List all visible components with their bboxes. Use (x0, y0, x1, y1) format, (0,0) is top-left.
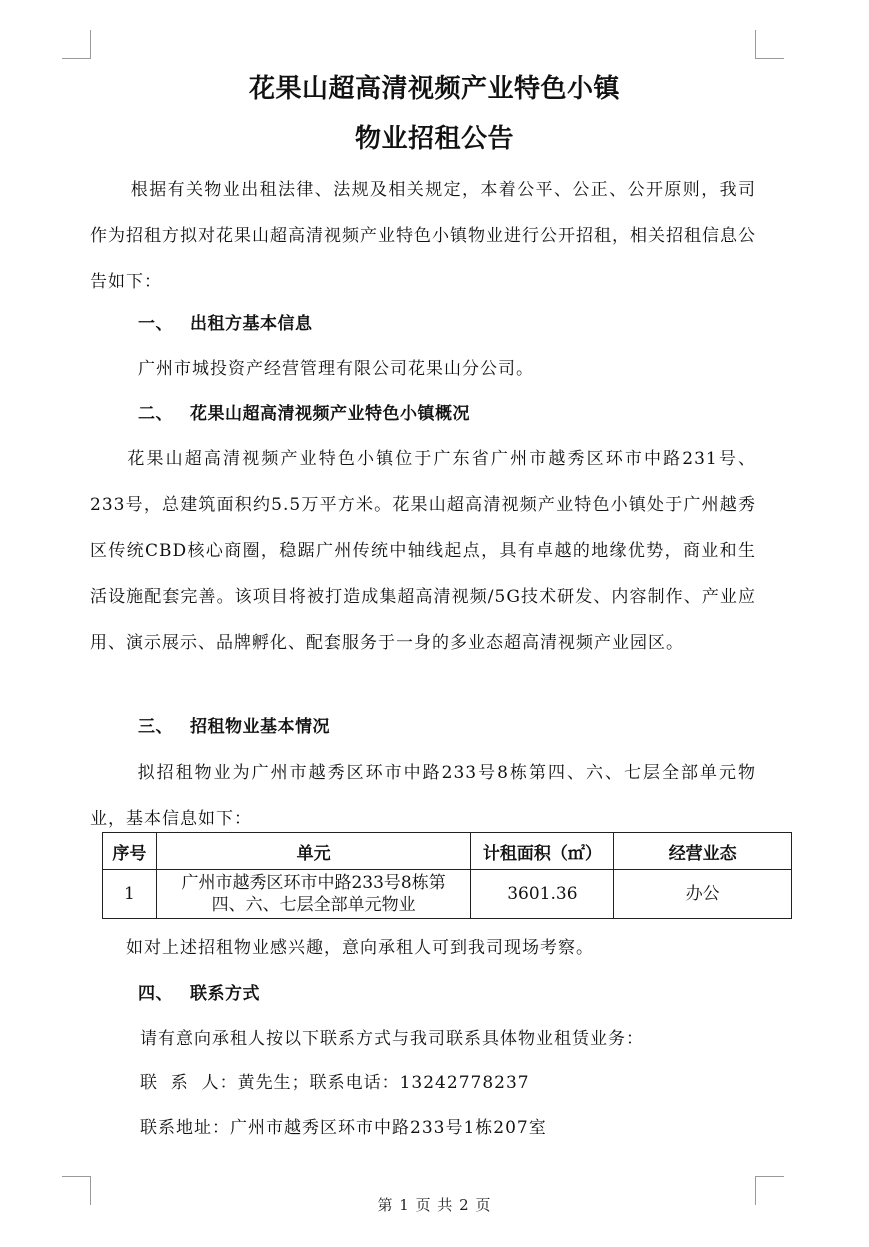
crop-mark-top-left (62, 30, 91, 59)
contact-address: 联系地址：广州市越秀区环市中路233号1栋207室 (140, 1118, 547, 1138)
crop-mark-top-right (755, 30, 784, 59)
property-table (102, 832, 792, 919)
table-cell-area: 3601.36 (471, 870, 614, 919)
section-4-heading (138, 971, 260, 1017)
table-header-area: 计租面积（㎡） (471, 833, 614, 870)
section-4-body: 请有意向承租人按以下联系方式与我司联系具体物业租赁业务： (140, 1029, 644, 1049)
table-header-type: 经营业态 (614, 833, 792, 870)
table-header-no: 序号 (103, 833, 157, 870)
section-1-heading (138, 301, 313, 347)
section-1-number: 一、 (138, 314, 173, 334)
table-header-row (103, 833, 792, 870)
table-cell-unit-line1: 广州市越秀区环市中路233号8栋第 (181, 873, 446, 893)
section-1-body: 广州市城投资产经营管理有限公司花果山分公司。 (138, 359, 534, 379)
section-4-number: 四、 (138, 984, 173, 1004)
section-2-title: 花果山超高清视频产业特色小镇概况 (190, 404, 470, 424)
section-3-body: 拟招租物业为广州市越秀区环市中路233号8栋第四、六、七层全部单元物业，基本信息如下： (90, 763, 756, 829)
section-3-number: 三、 (138, 717, 173, 737)
page-footer: 第 1 页 共 2 页 (377, 1196, 492, 1214)
section-4-title: 联系方式 (190, 984, 260, 1004)
contact-person: 联 系 人：黄先生；联系电话：13242778237 (140, 1073, 530, 1093)
section-2-body: 花果山超高清视频产业特色小镇位于广东省广州市越秀区环市中路231号、233号，总建筑面积约5.5万平方米。花果山超高清视频产业特色小镇处于广州越秀区传统CBD核心商圈，稳踞广州传统中轴线起点，具有卓越的地缘优势，商业和生活设施配套完善。该项目将被打造成集超高清视频/5G技术研发、内容制作、产业应用、演示展示、品牌孵化、配套服务于一身的多业态超高清视频产业园区。 (90, 449, 756, 653)
table-cell-no: 1 (103, 870, 157, 919)
section-1-title: 出租方基本信息 (190, 314, 313, 334)
table-header-unit: 单元 (156, 833, 471, 870)
section-3-note: 如对上述招租物业感兴趣，意向承租人可到我司现场考察。 (126, 938, 594, 958)
page-title-line1: 花果山超高清视频产业特色小镇 (248, 74, 620, 104)
section-2-number: 二、 (138, 404, 173, 424)
table-cell-unit-line2: 四、六、七层全部单元物业 (211, 895, 416, 915)
table-cell-unit (156, 870, 471, 919)
page-title-line2: 物业招租公告 (354, 124, 514, 154)
table-cell-type: 办公 (614, 870, 792, 919)
section-3-heading (138, 704, 330, 750)
section-2-heading (138, 391, 470, 437)
intro-paragraph: 根据有关物业出租法律、法规及相关规定，本着公平、公正、公开原则，我司作为招租方拟对花果山超高清视频产业特色小镇物业进行公开招租，相关招租信息公告如下： (90, 180, 756, 292)
section-3-title: 招租物业基本情况 (190, 717, 330, 737)
table-row (103, 870, 792, 919)
